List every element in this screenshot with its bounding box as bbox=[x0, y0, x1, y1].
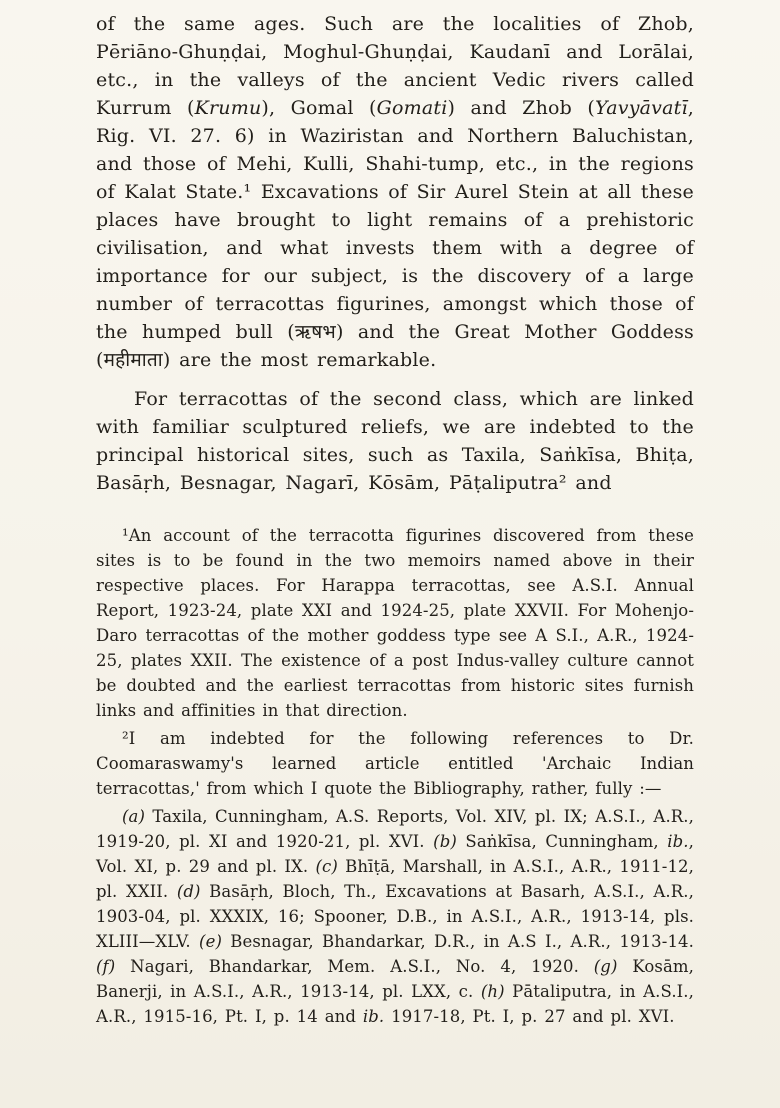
text-segment: , Rig. VI. 27. 6) in Waziristan and Northern Baluchistan, and those of Mehi, Kulli, Shahi-tump, etc., in the regions of Kalat State.¹ Excavations of Sir Aurel Stein at all these places have brought to light remains of a prehistoric civilisation, and what invests them with a degree of importance for our subject, is the discovery of a large number of terracottas figurines, amongst which those of the humped bull (ऋषभ) and the Great Mother Goddess (महीमाता) are the most remarkable. bbox=[96, 97, 694, 371]
text-segment: ²I am indebted for the following references to Dr. Coomaraswamy's learned article entitled 'Archaic Indian terracottas,' from which I quote the Bibliography, rather, fully :— bbox=[96, 729, 694, 798]
text-segment: Pātaliputra, in A.S.I., A.R., 1915-16, Pt. I, p. 14 and bbox=[96, 982, 694, 1026]
text-segment: Taxila, Cunningham, A.S. Reports, Vol. XIV, pl. IX; A.S.I., A.R., 1919-20, pl. XI and 1920-21, pl. XVI. bbox=[96, 807, 694, 851]
text-segment: Basāṛh, Bloch, Th., Excavations at Basarh, A.S.I., A.R., 1903-04, pl. XXXIX, 16; Spooner, D.B., in A.S.I., A.R., 1913-14, pls. XLIII—XLV. bbox=[96, 882, 694, 951]
italic-text-segment: (h) bbox=[480, 982, 505, 1001]
italic-text-segment: Yavyāvatī bbox=[594, 97, 688, 119]
italic-text-segment: (f) bbox=[96, 957, 116, 976]
footnote-1 bbox=[96, 523, 694, 723]
text-segment: For terracottas of the second class, which are linked with familiar sculptured reliefs, we are indebted to the principal historical sites, such as Taxila, Saṅkīsa, Bhiṭa, Basāṛh, Besnagar, Nagarī, Kōsām, Pāṭaliputra² and bbox=[96, 388, 694, 494]
text-segment: 1917-18, Pt. I, p. 27 and pl. XVI. bbox=[384, 1007, 675, 1026]
footnote-2-intro bbox=[96, 726, 694, 801]
text-segment: of the same ages. Such are the localities of Zhob, Pēriāno-Ghuṇḍai, Moghul-Ghuṇḍai, Kaudanī and Lorālai, etc., in the valleys of the ancient Vedic rivers called Kurrum ( bbox=[96, 13, 694, 119]
italic-text-segment: (d) bbox=[176, 882, 201, 901]
italic-text-segment: (a) bbox=[122, 807, 146, 826]
italic-text-segment: Gomati bbox=[376, 97, 448, 119]
footnotes-section bbox=[96, 523, 694, 1029]
text-segment: Besnagar, Bhandarkar, D.R., in A.S I., A.R., 1913-14. bbox=[222, 932, 694, 951]
text-block bbox=[96, 10, 694, 1029]
italic-text-segment: (g) bbox=[593, 957, 618, 976]
body-paragraph-2 bbox=[96, 385, 694, 497]
italic-text-segment: (b) bbox=[433, 832, 457, 851]
text-segment: Nagari, Bhandarkar, Mem. A.S.I., No. 4, 1920. bbox=[115, 957, 594, 976]
text-segment: ), Gomal ( bbox=[261, 97, 377, 119]
italic-text-segment: (c) bbox=[315, 857, 338, 876]
text-segment: ¹An account of the terracotta figurines discovered from these sites is to be found in the two memoirs named above in their respective places. For Harappa terracottas, see A.S.I. Annual Report, 1923-24, plate XXI and 1924-25, plate XXVII. For Mohenjo-Daro terracottas of the mother goddess type see A S.I., A.R., 1924-25, plates XXII. The existence of a post Indus-valley culture cannot be doubted and the earliest terracottas from historic sites furnish links and affinities in that direction. bbox=[96, 526, 694, 720]
text-segment: , Vol. XI, p. 29 and pl. IX. bbox=[96, 832, 694, 876]
body-paragraph-1 bbox=[96, 10, 694, 374]
text-segment: Bhīṭā, Marshall, in A.S.I., A.R., 1911-12, pl. XXII. bbox=[96, 857, 694, 901]
italic-text-segment: ib. bbox=[667, 832, 689, 851]
text-segment: Saṅkīsa, Cunningham, bbox=[456, 832, 668, 851]
italic-text-segment: ib. bbox=[362, 1007, 385, 1026]
italic-text-segment: Krumu bbox=[194, 97, 262, 119]
italic-text-segment: (e) bbox=[199, 932, 222, 951]
text-segment: ) and Zhob ( bbox=[447, 97, 595, 119]
text-segment: Kosām, Banerji, in A.S.I., A.R., 1913-14, pl. LXX, c. bbox=[96, 957, 694, 1001]
footnote-2-bibliography bbox=[96, 804, 694, 1029]
